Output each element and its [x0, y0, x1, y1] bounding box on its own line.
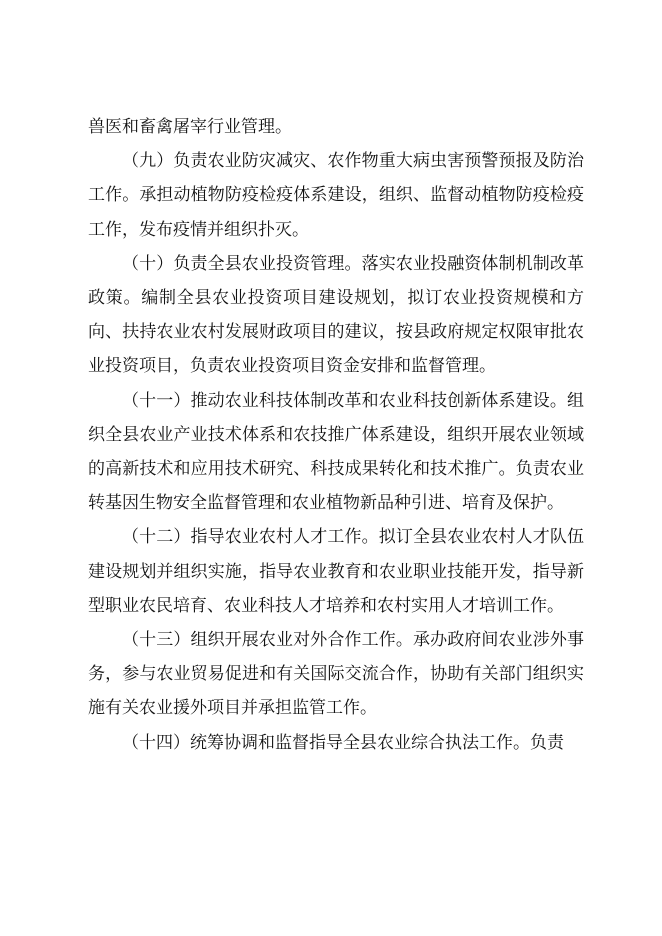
paragraph-continuation: 兽医和畜禽屠宰行业管理。 [88, 117, 292, 137]
paragraph-item-11: （十一）推动农业科技体制改革和农业科技创新体系建设。组织全县农业产业技术体系和农技推广体系建设，组织开展农业领域的高新技术和应用技术研究、科技成果转化和技术推广。负责农业转基因生物安全监督管理和农业植物新品种引进、培育及保护。 [88, 390, 584, 514]
paragraph-item-10: （十）负责全县农业投资管理。落实农业投融资体制机制改革政策。编制全县农业投资项目建设规划，拟订农业投资规模和方向、扶持农业农村发展财政项目的建议，按县政府规定权限审批农业投资项目，负责农业投资项目资金安排和监督管理。 [88, 253, 584, 377]
paragraph-item-13: （十三）组织开展农业对外合作工作。承办政府间农业涉外事务，参与农业贸易促进和有关国际交流合作，协助有关部门组织实施有关农业援外项目并承担监管工作。 [88, 630, 584, 719]
paragraph-item-9: （九）负责农业防灾减灾、农作物重大病虫害预警预报及防治工作。承担动植物防疫检疫体系建设，组织、监督动植物防疫检疫工作，发布疫情并组织扑灭。 [88, 151, 584, 240]
paragraph-item-14: （十四）统筹协调和监督指导全县农业综合执法工作。负责 [122, 732, 564, 753]
paragraph-item-12: （十二）指导农业农村人才工作。拟订全县农业农村人才队伍建设规划并组织实施，指导农业教育和农业职业技能开发，指导新型职业农民培育、农业科技人才培养和农村实用人才培训工作。 [88, 527, 584, 616]
document-body [88, 110, 584, 760]
